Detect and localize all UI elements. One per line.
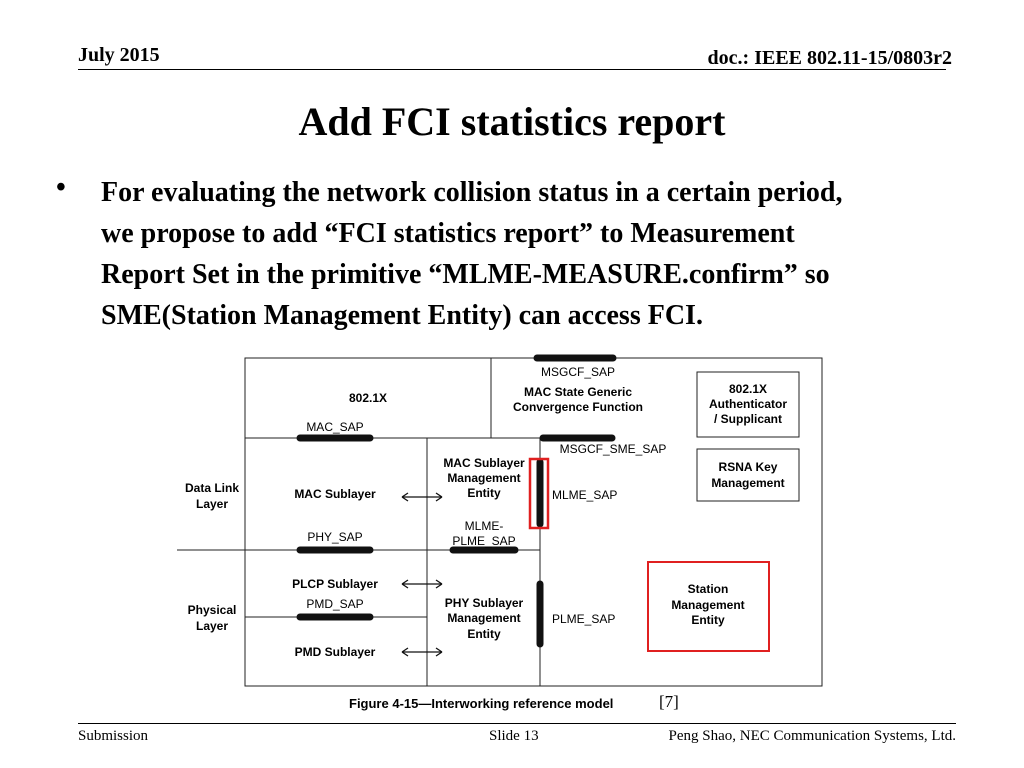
label-auth-1: 802.1X (728, 382, 768, 396)
label-plme-3: Entity (467, 627, 501, 641)
footer-slide-number: Slide 13 (489, 728, 539, 744)
label-plme-1: PHY Sublayer (444, 596, 524, 610)
label-pmd-sap: PMD_SAP (306, 597, 364, 611)
bullet-marker: • (56, 172, 66, 203)
label-plme-2: Management (447, 611, 521, 625)
label-msgcf-1: MAC State Generic (523, 385, 633, 399)
rsna-box (697, 449, 799, 501)
header-date: July 2015 (78, 44, 160, 66)
label-8021x: 802.1X (348, 391, 388, 405)
label-mlme-plme-2: PLME_SAP (452, 534, 516, 548)
footer-author: Peng Shao, NEC Communication Systems, Ltd. (668, 728, 956, 744)
label-sme-3: Entity (691, 613, 725, 627)
label-data-link-1: Data Link (184, 481, 240, 495)
label-mac-sublayer: MAC Sublayer (294, 487, 376, 501)
slide-title: Add FCI statistics report (298, 99, 726, 144)
label-plcp-sublayer: PLCP Sublayer (292, 577, 378, 591)
arrow-plcp-plme (402, 580, 442, 588)
label-plme-sap: PLME_SAP (552, 612, 616, 626)
label-data-link-2: Layer (195, 497, 229, 511)
label-msgcf-sme-sap: MSGCF_SME_SAP (559, 442, 667, 456)
arrow-pmd-plme (402, 648, 442, 656)
label-msgcf-sap: MSGCF_SAP (540, 365, 616, 379)
label-rsna-1: RSNA Key (718, 460, 778, 474)
label-pmd-sublayer: PMD Sublayer (294, 645, 376, 659)
label-sme-2: Management (671, 598, 745, 612)
footer-submission: Submission (78, 728, 149, 744)
bullet-line-1: For evaluating the network collision status in a certain period, (101, 177, 843, 208)
label-rsna-2: Management (711, 476, 785, 490)
label-physical-1: Physical (187, 603, 237, 617)
figure-citation: [7] (659, 692, 679, 711)
label-auth-2: Authenticator (709, 397, 787, 411)
label-mlme-1: MAC Sublayer (443, 456, 525, 470)
label-mlme-2: Management (447, 471, 521, 485)
bullet-line-4: SME(Station Management Entity) can access FCI. (101, 300, 703, 331)
interworking-reference-model-diagram (170, 352, 830, 722)
label-sme-1: Station (687, 582, 729, 596)
label-mlme-sap: MLME_SAP (552, 488, 618, 502)
figure-caption: Figure 4-15—Interworking reference model (349, 696, 614, 711)
bullet-text (101, 172, 1016, 336)
label-phy-sap: PHY_SAP (307, 530, 363, 544)
header-rule (78, 69, 946, 70)
label-mac-sap: MAC_SAP (306, 420, 364, 434)
label-physical-2: Layer (195, 619, 229, 633)
bullet-line-2: we propose to add “FCI statistics report” to Measurement (101, 218, 795, 249)
footer-rule (78, 723, 956, 724)
header-doc-id: doc.: IEEE 802.11-15/0803r2 (707, 47, 952, 69)
arrow-mac-mlme (402, 493, 442, 501)
label-mlme-plme-1: MLME- (464, 519, 504, 533)
label-mlme-3: Entity (467, 486, 501, 500)
label-auth-3: / Supplicant (713, 412, 783, 426)
label-msgcf-2: Convergence Function (512, 400, 644, 414)
bullet-line-3: Report Set in the primitive “MLME-MEASURE.confirm” so (101, 259, 830, 290)
